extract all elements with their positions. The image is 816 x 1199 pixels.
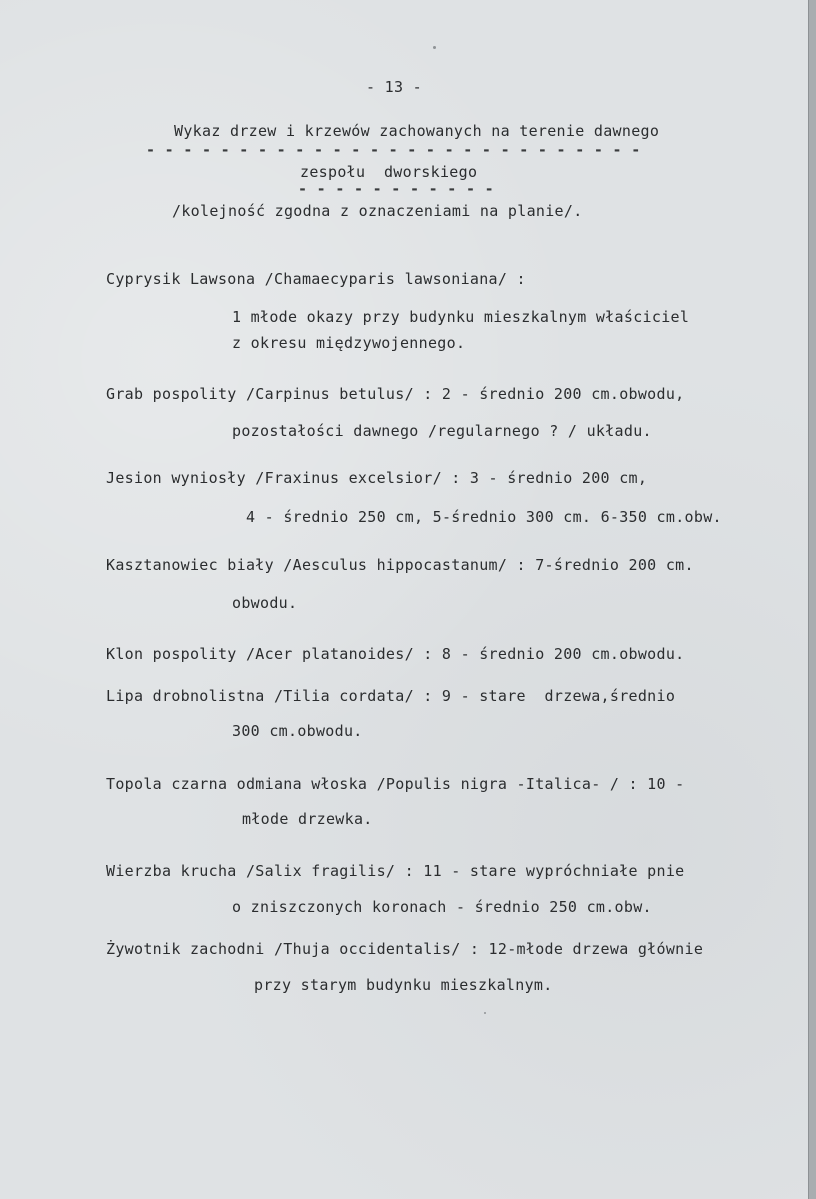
heading-underline-1: - - - - - - - - - - - - - - - - - - - - - - - - - - -	[146, 141, 641, 159]
entry-line: Żywotnik zachodni /Thuja occidentalis/ : 12-młode drzewa głównie	[106, 940, 704, 958]
heading-underline-2: - - - - - - - - - - -	[298, 180, 494, 198]
entry-line: obwodu.	[232, 594, 298, 612]
entry-line: Kasztanowiec biały /Aesculus hippocastanum/ : 7-średnio 200 cm.	[106, 556, 694, 574]
entry-line: Lipa drobnolistna /Tilia cordata/ : 9 - stare drzewa,średnio	[106, 687, 676, 705]
entry-line: Wierzba krucha /Salix fragilis/ : 11 - stare wypróchniałe pnie	[106, 862, 685, 880]
entry-line: 4 - średnio 250 cm, 5-średnio 300 cm. 6-350 cm.obw.	[246, 508, 722, 526]
entry-line: Grab pospolity /Carpinus betulus/ : 2 - średnio 200 cm.obwodu,	[106, 385, 685, 403]
entry-line: Cyprysik Lawsona /Chamaecyparis lawsoniana/ :	[106, 270, 526, 288]
entry-line: 300 cm.obwodu.	[232, 722, 363, 740]
paper-speck	[484, 1012, 486, 1014]
entry-line: o zniszczonych koronach - średnio 250 cm.obw.	[232, 898, 652, 916]
paper-speck	[433, 46, 436, 49]
entry-line: przy starym budynku mieszkalnym.	[254, 976, 553, 994]
heading-note: /kolejność zgodna z oznaczeniami na planie/.	[172, 202, 583, 220]
page-number: - 13 -	[366, 78, 422, 96]
heading-line-2: zespołu dworskiego	[300, 163, 478, 181]
entry-line: pozostałości dawnego /regularnego ? / układu.	[232, 422, 652, 440]
entry-line: z okresu międzywojennego.	[232, 334, 466, 352]
entry-line: Topola czarna odmiana włoska /Populis nigra -Italica- / : 10 -	[106, 775, 685, 793]
heading-line-1: Wykaz drzew i krzewów zachowanych na terenie dawnego	[174, 122, 660, 140]
entry-line: 1 młode okazy przy budynku mieszkalnym właściciel	[232, 308, 690, 326]
entry-line: młode drzewka.	[242, 810, 373, 828]
entry-line: Klon pospolity /Acer platanoides/ : 8 - średnio 200 cm.obwodu.	[106, 645, 685, 663]
entry-line: Jesion wyniosły /Fraxinus excelsior/ : 3 - średnio 200 cm,	[106, 469, 648, 487]
page-edge	[808, 0, 816, 1199]
